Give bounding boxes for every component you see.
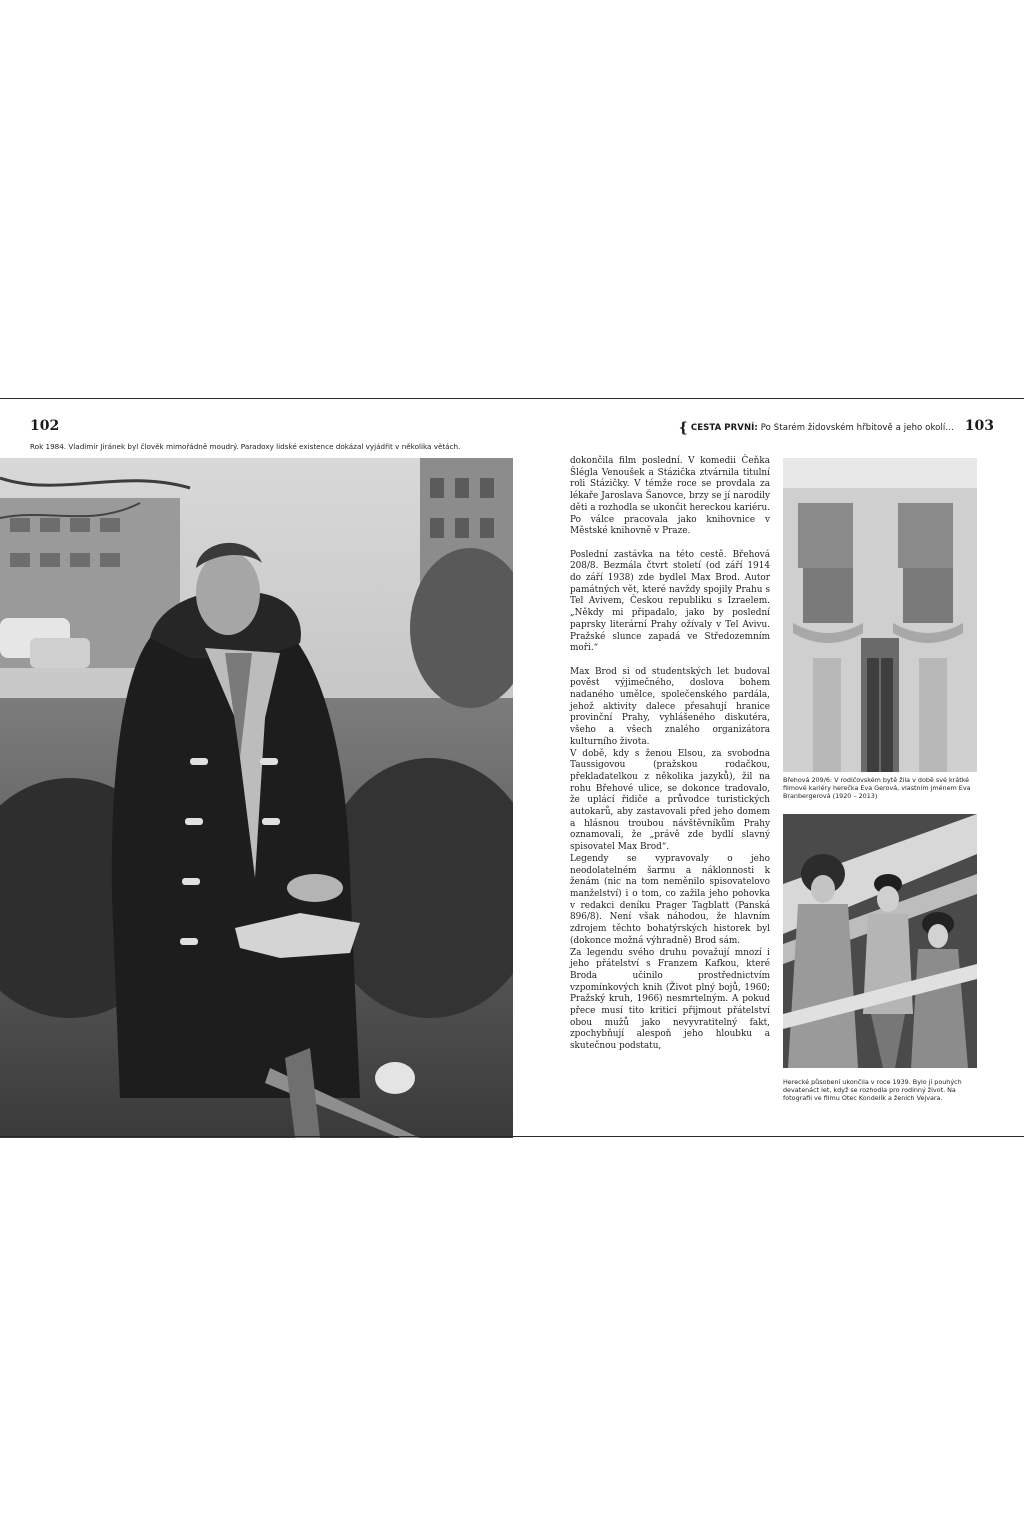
- building-photo: [783, 458, 977, 772]
- paragraph: Legendy se vypravovaly o jeho neodolatelném šarmu a náklonnosti k ženám (nic na tom neměnilo spisovatelovo manželství) i o tom, co zažila jeho pohovka v redakci deníku Prager Tagblatt (Panská 896/8). Není však náhodou, že hlavním zdrojem těchto bohatýrských historek byl (dokonce možná výhradně) Brod sám.: [570, 853, 770, 946]
- paragraph: Poslední zastávka na této cestě. Břehová 208/8. Bezmála čtvrt století (od září 1914 do září 1938) zde bydlel Max Brod. Autor památných vět, které navždy spojily Prahu s Tel Avivem, Českou republiku s Izraelem. „Někdy mi připadalo, jako by poslední paprsky literární Prahy ožívaly v Tel Avivu. Pražské slunce zapadá ve Středozemním moři.“: [570, 549, 770, 654]
- paragraph: dokončila film poslední. V komedii Čeňka Šlégla Venoušek a Stázička ztvárnila titulní roli Stázičky. V témže roce se provdala za lékaře Jaroslava Šanovce, brzy se jí narodily děti a rozhodla se ukončit hereckou kariéru. Po válce pracovala jako knihovnice v Městské knihovně v Praze.: [570, 456, 770, 537]
- bottom-rule: [0, 1136, 1024, 1137]
- photo-caption-left: Rok 1984. Vladimír Jiránek byl člověk mimořádně moudrý. Paradoxy lidské existence dokázal vyjádřit v několika větách.: [30, 442, 461, 451]
- paragraph-gap: [570, 655, 770, 667]
- left-page-number: 102: [30, 418, 60, 434]
- portrait-photo: [0, 458, 513, 1138]
- paragraph: Za legendu svého druhu považují mnozí i jeho přátelství s Franzem Kafkou, které Broda učinilo prostřednictvím vzpomínkových knih (Život plný bojů, 1960; Pražský kruh, 1966) nesmrtelným. A pokud přece musí tito kritici přijmout přátelství obou mužů jako nevyvratitelný fakt, zpochybňují alespoň jeho hloubku a skutečnou podstatu,: [570, 947, 770, 1052]
- running-head-brace: {: [678, 420, 688, 436]
- running-head: [679, 420, 954, 436]
- paragraph: Max Brod si od studentských let budoval pověst výjimečného, doslova bohem nadaného umělce, společenského pardála, jehož aktivity dalece přesahují hranice provinční Prahy, vyhlášeného diskutéra, všeho a všech znalého organizátora kulturního života.: [570, 666, 770, 747]
- top-rule: [0, 398, 1024, 399]
- film-still-photo: [783, 814, 977, 1068]
- running-head-part: CESTA PRVNÍ:: [690, 423, 758, 433]
- paragraph-gap: [570, 538, 770, 550]
- book-spread: [0, 398, 1024, 1138]
- body-text-column: [570, 456, 770, 1053]
- building-photo-caption: Břehová 209/6: V rodičovském bytě žila v době své krátké filmové kariéry herečka Eva Gerová, vlastním jménem Eva Branbergerová (1920 – 2013): [783, 776, 971, 800]
- film-still-caption: Herecké působení ukončila v roce 1939. Bylo jí pouhých devatenáct let, když se rozhodla pro rodinný život. Na fotografii ve filmu Otec Kondelík a ženich Vejvara.: [783, 1078, 962, 1102]
- right-page-number: 103: [964, 418, 994, 434]
- paragraph: V době, kdy s ženou Elsou, za svobodna Taussigovou (pražskou rodačkou, překladatelkou z několika jazyků), žil na rohu Břehové ulice, se dokonce tradovalo, že uplácí řidiče a průvodce turistických autokarů, aby zastavovali před jeho domem a hlásnou troubou návštěvníkům Prahy oznamovali, že „právě zde bydlí slavný spisovatel Max Brod“.: [570, 748, 770, 853]
- running-head-title: Po Starém židovském hřbitově a jeho okolí…: [757, 423, 954, 433]
